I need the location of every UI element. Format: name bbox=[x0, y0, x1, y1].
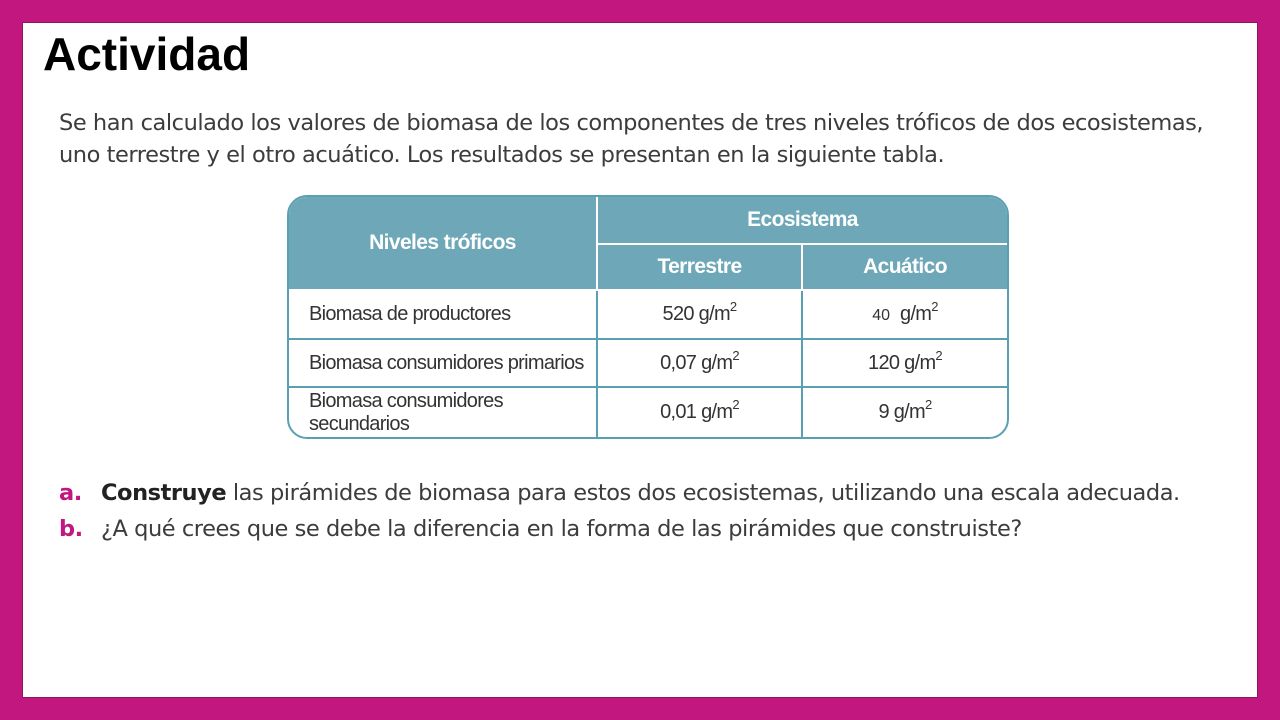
question-b bbox=[59, 511, 1249, 547]
cell-terrestrial: 0,07 $g/m^2$ bbox=[597, 339, 802, 388]
question-text: ¿A qué crees que se debe la diferencia en la forma de las pirámides que construiste? bbox=[101, 516, 1022, 542]
cell-aquatic: 120 $g/m^2$ bbox=[802, 339, 1007, 388]
question-letter: b. bbox=[59, 516, 83, 542]
cell-terrestrial: 0,01 $g/m^2$ bbox=[597, 387, 802, 437]
intro-paragraph: Se han calculado los valores de biomasa de los componentes de tres niveles tróficos de dos ecosistemas, uno terrestre y el otro acuático. Los resultados se presentan en la siguiente tabla. bbox=[59, 110, 1204, 168]
question-a bbox=[59, 475, 1249, 511]
cell-aquatic-number: 40 bbox=[872, 306, 891, 324]
header-terrestrial: Terrestre bbox=[597, 244, 802, 291]
table-row bbox=[289, 290, 1007, 339]
row-label: Biomasa consumidores secundarios bbox=[289, 387, 597, 437]
cell-terrestrial: 520 $g/m^2$ bbox=[597, 290, 802, 339]
cell-aquatic: 9 $g/m^2$ bbox=[802, 387, 1007, 437]
slide-title: Actividad bbox=[43, 28, 251, 80]
question-letter: a. bbox=[59, 480, 82, 506]
questions-list bbox=[59, 475, 1249, 547]
header-levels: Niveles tróficos bbox=[289, 197, 597, 290]
table-row bbox=[289, 339, 1007, 388]
row-label: Biomasa de productores bbox=[289, 290, 597, 339]
cell-aquatic: 40 $g/m^2$ bbox=[802, 290, 1007, 339]
header-ecosystem: Ecosistema bbox=[597, 197, 1007, 244]
table-row bbox=[289, 387, 1007, 437]
header-aquatic: Acuático bbox=[802, 244, 1007, 291]
row-label: Biomasa consumidores primarios bbox=[289, 339, 597, 388]
question-text: Construye las pirámides de biomasa para estos dos ecosistemas, utilizando una escala adecuada. bbox=[101, 480, 1180, 506]
biomass-table bbox=[287, 195, 1009, 439]
slide bbox=[22, 22, 1258, 698]
